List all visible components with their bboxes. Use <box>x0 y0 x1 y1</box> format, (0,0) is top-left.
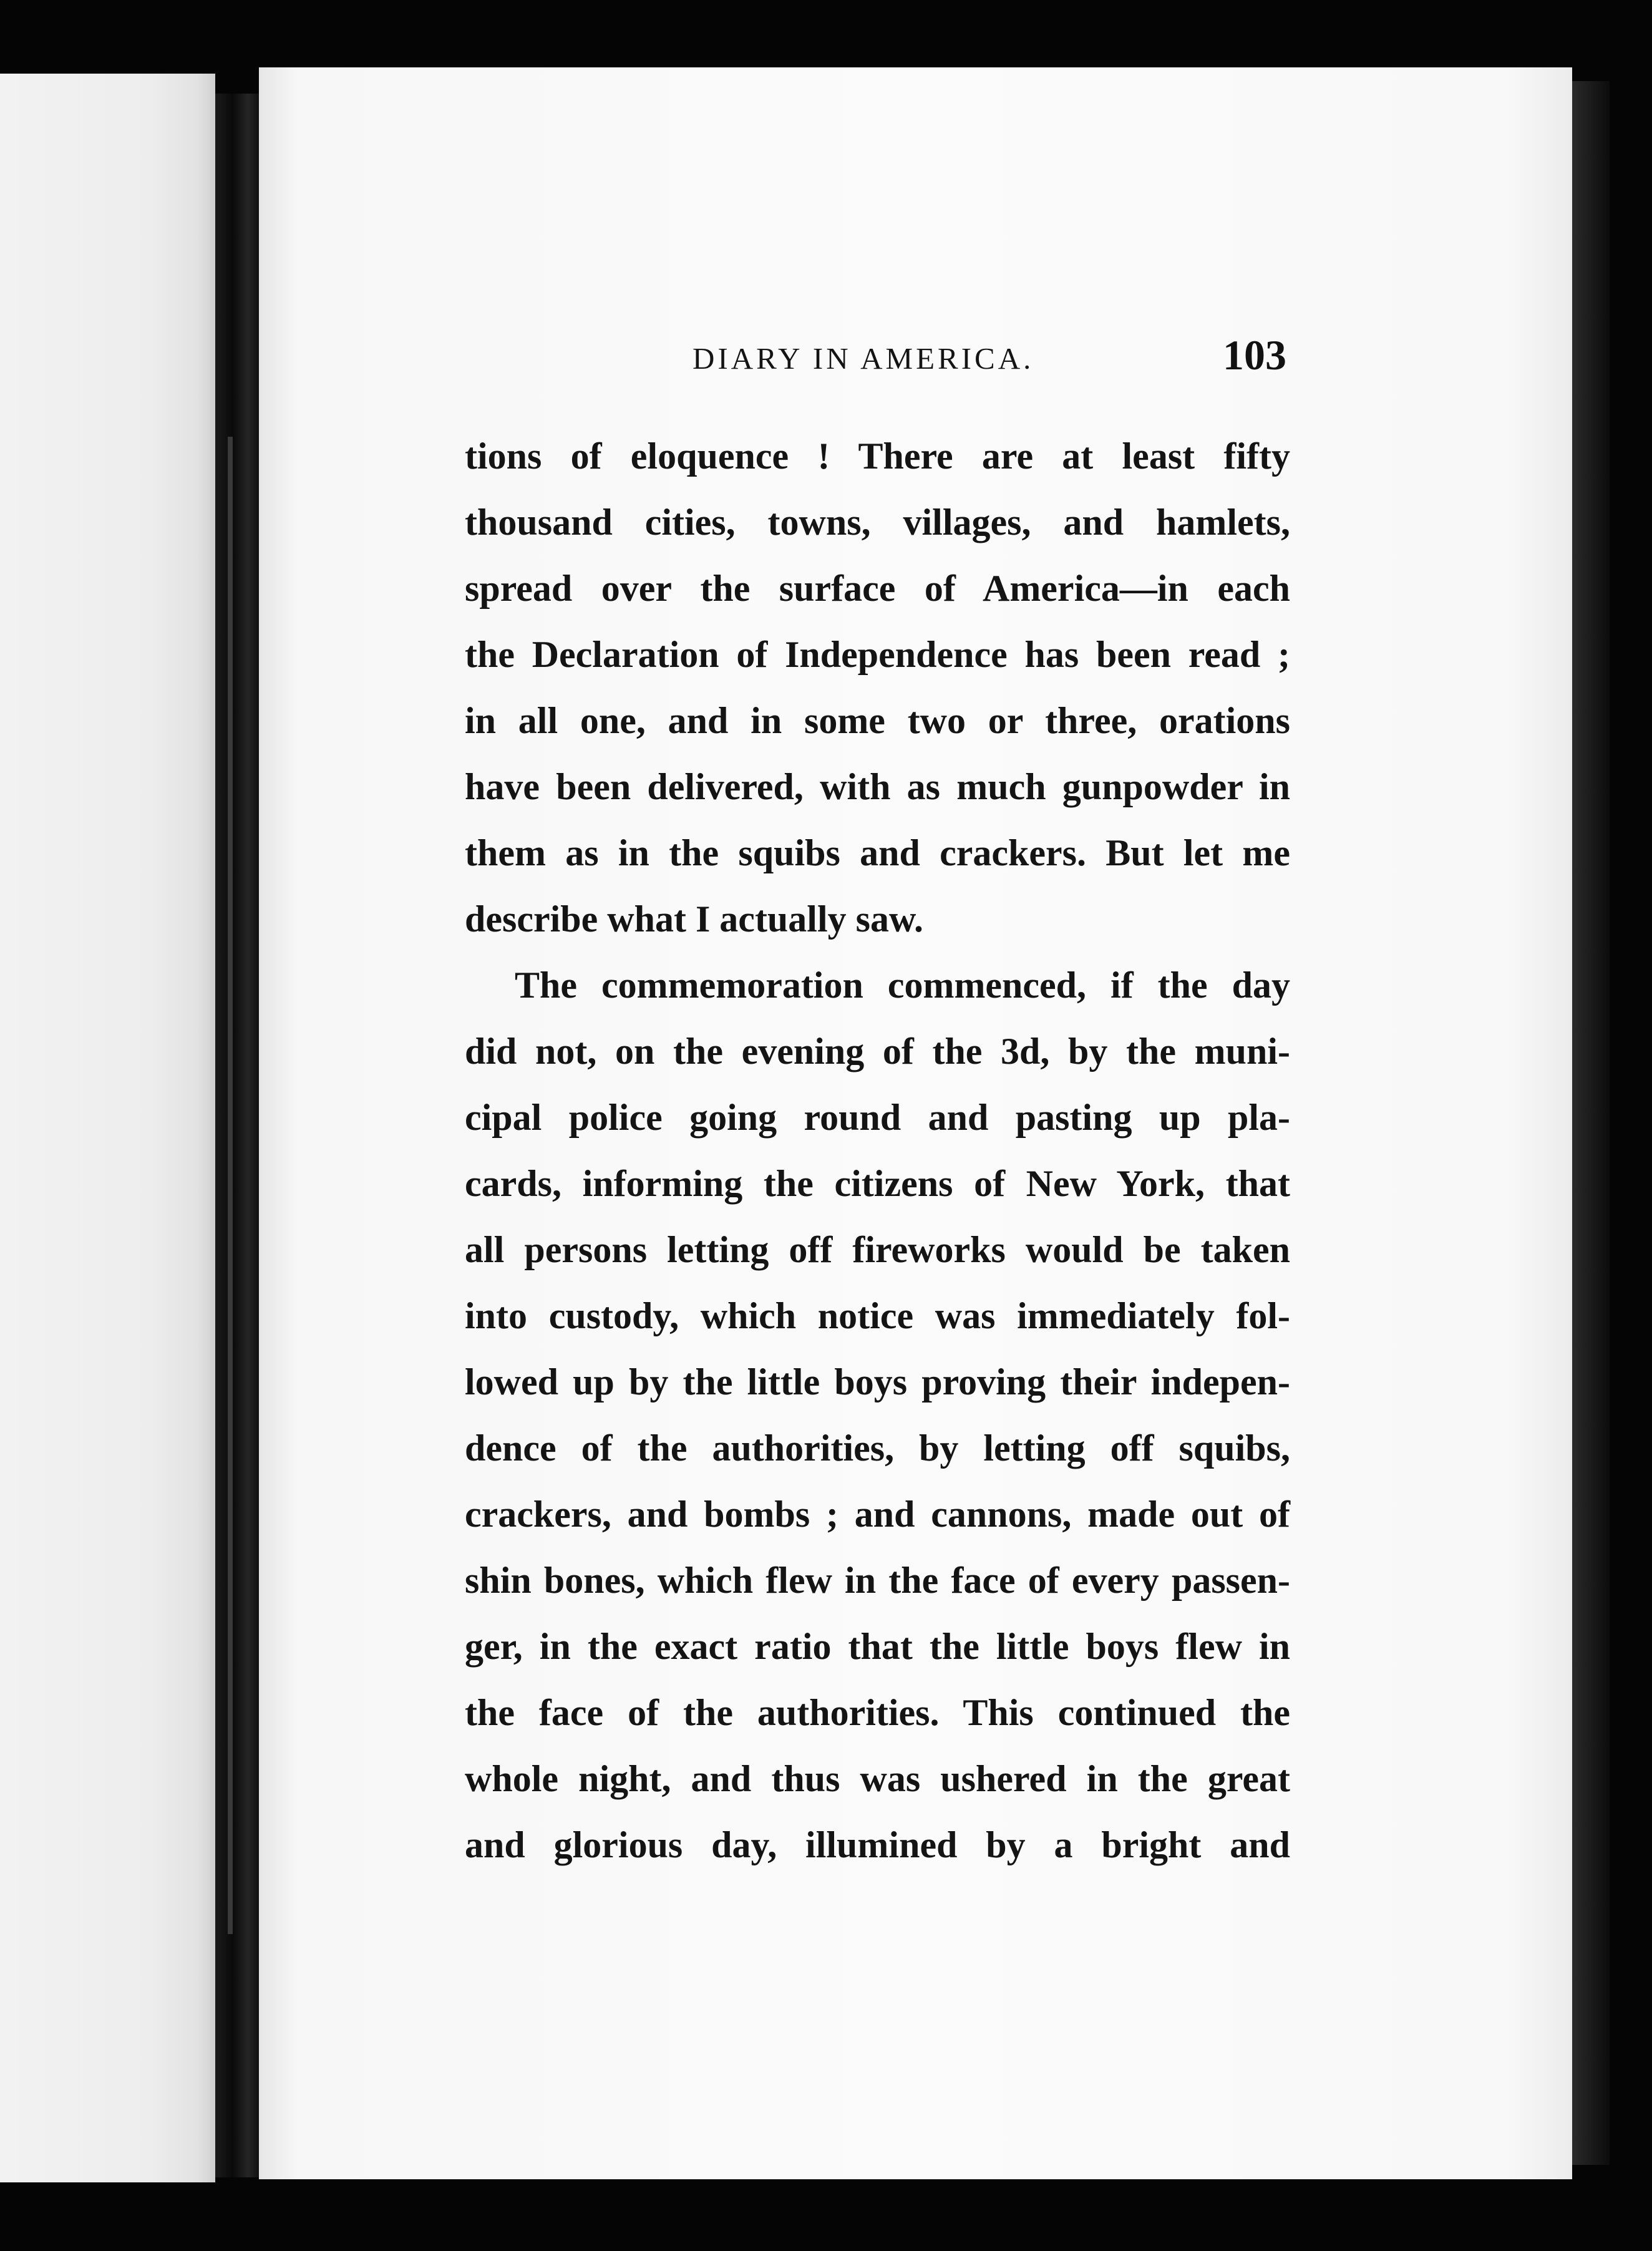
text-line: shin bones, which flew in the face of every passen- <box>465 1560 1290 1601</box>
text-line: cards, informing the citizens of New York, that <box>465 1163 1290 1204</box>
text-line: whole night, and thus was ushered in the great <box>465 1758 1290 1799</box>
text-line: into custody, which notice was immediately fol- <box>465 1295 1290 1336</box>
book-spine <box>215 94 259 2177</box>
text-line: dence of the authorities, by letting off squibs, <box>465 1427 1290 1469</box>
text-line: them as in the squibs and crackers. But let me <box>465 832 1290 873</box>
text-line: have been delivered, with as much gunpowder in <box>465 766 1290 807</box>
text-line: cipal police going round and pasting up pla- <box>465 1097 1290 1138</box>
spine-highlight <box>228 437 233 1934</box>
text-line: lowed up by the little boys proving their indepen- <box>465 1361 1290 1403</box>
text-line: in all one, and in some two or three, orations <box>465 700 1290 741</box>
text-line: the face of the authorities. This continued the <box>465 1692 1290 1733</box>
body-text <box>465 423 1290 1878</box>
text-line: crackers, and bombs ; and cannons, made out of <box>465 1494 1290 1535</box>
running-head: DIARY IN AMERICA. <box>692 341 1034 376</box>
left-page-edge <box>0 74 215 2182</box>
text-line: all persons letting off fireworks would be taken <box>465 1229 1290 1270</box>
text-line: and glorious day, illumined by a bright and <box>465 1824 1290 1865</box>
text-line: thousand cities, towns, villages, and hamlets, <box>465 502 1290 543</box>
text-line: tions of eloquence ! There are at least fifty <box>465 435 1290 477</box>
page-number: 103 <box>1223 331 1286 379</box>
text-line: describe what I actually saw. <box>465 898 923 940</box>
text-line: the Declaration of Independence has been read ; <box>465 634 1290 675</box>
page-right-shadow <box>1572 81 1610 2165</box>
text-line: The commemoration commenced, if the day <box>515 965 1290 1006</box>
text-line: ger, in the exact ratio that the little boys flew in <box>465 1626 1290 1667</box>
text-line: did not, on the evening of the 3d, by the muni- <box>465 1031 1290 1072</box>
text-line: spread over the surface of America—in each <box>465 568 1290 609</box>
